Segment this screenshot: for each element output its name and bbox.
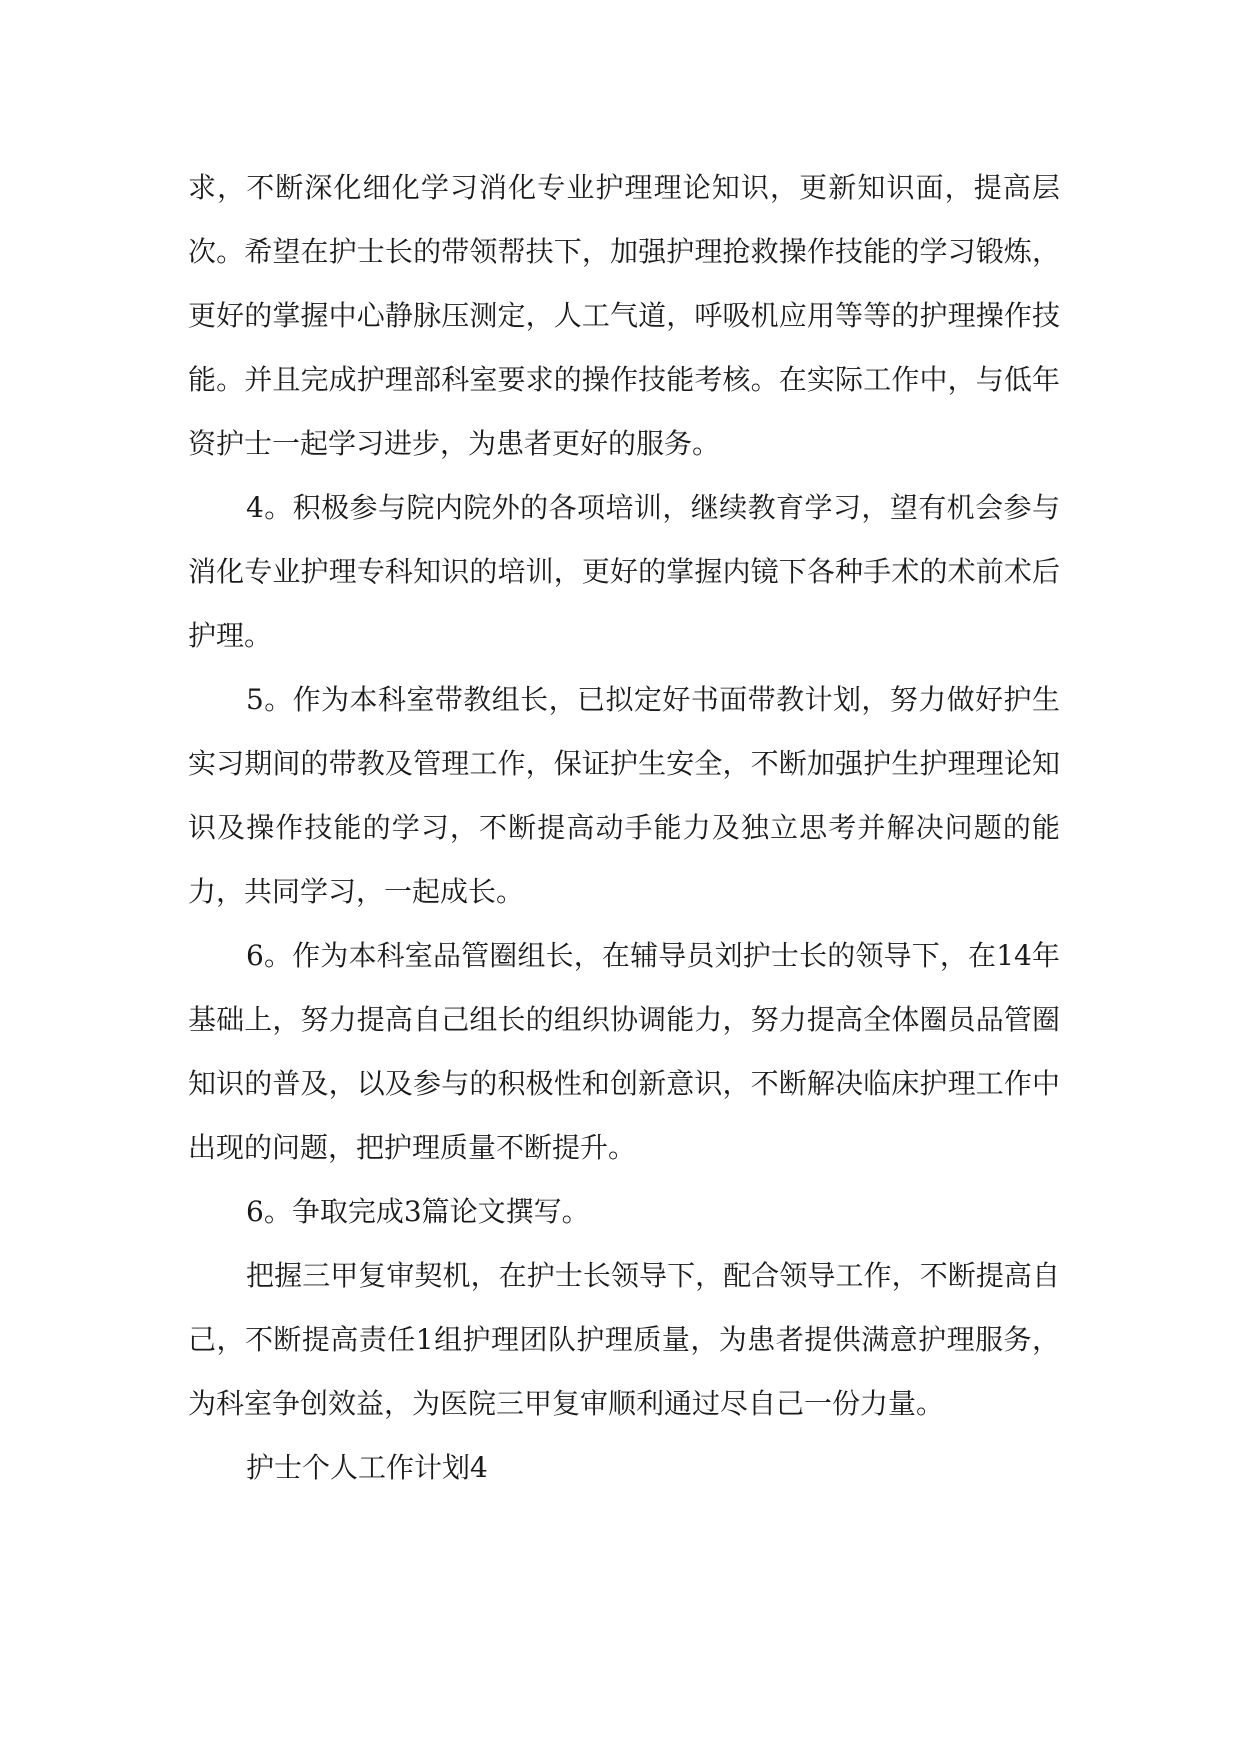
paragraph-summary: 把握三甲复审契机，在护士长领导下，配合领导工作，不断提高自己，不断提高责任1组护理团队护理质量，为患者提供满意护理服务，为科室争创效益，为医院三甲复审顺利通过尽自己一份力量。	[188, 1259, 1060, 1420]
paragraph-continued-study: 求，不断深化细化学习消化专业护理理论知识，更新知识面，提高层次。希望在护士长的带领帮扶下，加强护理抢救操作技能的学习锻炼，更好的掌握中心静脉压测定，人工气道，呼吸机应用等等的护理操作技能。并且完成护理部科室要求的操作技能考核。在实际工作中，与低年资护士一起学习进步，为患者更好的服务。	[188, 171, 1060, 460]
document-body	[188, 156, 1060, 1500]
paragraph-item-4-training: 4。积极参与院内院外的各项培训，继续教育学习，望有机会参与消化专业护理专科知识的培训，更好的掌握内镜下各种手术的术前术后护理。	[188, 491, 1060, 652]
paragraph-item-6-quality-circle: 6。作为本科室品管圈组长，在辅导员刘护士长的领导下，在14年基础上，努力提高自己组长的组织协调能力，努力提高全体圈员品管圈知识的普及，以及参与的积极性和创新意识，不断解决临床护理工作中出现的问题，把护理质量不断提升。	[188, 939, 1060, 1164]
paragraph-item-6-papers: 6。争取完成3篇论文撰写。	[246, 1195, 590, 1228]
section-heading-plan-4: 护士个人工作计划4	[246, 1451, 488, 1484]
paragraph-item-5-teaching: 5。作为本科室带教组长，已拟定好书面带教计划，努力做好护生实习期间的带教及管理工作，保证护生安全，不断加强护生护理理论知识及操作技能的学习，不断提高动手能力及独立思考并解决问题的能力，共同学习，一起成长。	[188, 683, 1060, 908]
